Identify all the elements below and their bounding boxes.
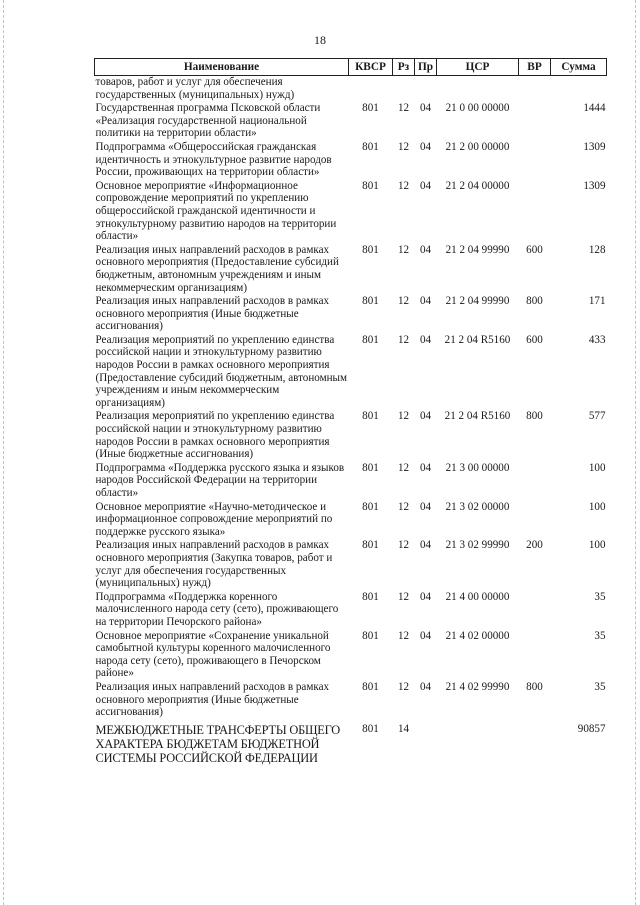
cell-vr: 600 bbox=[526, 243, 543, 256]
table-row bbox=[95, 333, 607, 410]
cell-csr bbox=[437, 76, 519, 102]
cell-name: Подпрограмма «Поддержка коренного малочисленного народа сету (сето), проживающего на территории Печорского района» bbox=[95, 590, 339, 628]
cell-csr: 21 2 04 R5160 bbox=[444, 410, 511, 423]
cell-pr: 04 bbox=[419, 179, 432, 192]
cell-csr: 21 2 04 00000 bbox=[445, 179, 510, 192]
header-csr: ЦСР bbox=[437, 59, 519, 76]
cell-rz: 14 bbox=[397, 722, 410, 735]
cell-kvsr: 801 bbox=[362, 295, 379, 308]
page-number: 18 bbox=[314, 33, 326, 47]
cell-name: Реализация мероприятий по укреплению единства российской нации и этнокультурному развитию народов России в рамках основного мероприятия (Предоставление субсидий бюджетным, автономным учреждениям и иным некоммерческим организациям) bbox=[95, 333, 348, 409]
cell-pr: 04 bbox=[419, 102, 432, 115]
cell-name: Реализация иных направлений расходов в рамках основного мероприятия (Иные бюджетные ассигнования) bbox=[95, 295, 330, 333]
table-row bbox=[95, 461, 607, 500]
cell-kvsr: 801 bbox=[362, 410, 379, 423]
cell-rz bbox=[393, 76, 415, 102]
table-row bbox=[95, 629, 607, 680]
cell-kvsr: 801 bbox=[362, 722, 379, 735]
cell-kvsr bbox=[349, 76, 393, 102]
cell-summa: 90857 bbox=[577, 722, 606, 735]
cell-pr: 04 bbox=[419, 243, 432, 256]
table-row-total bbox=[95, 719, 607, 765]
header-vr: ВР bbox=[519, 59, 551, 76]
table-row bbox=[95, 590, 607, 629]
cell-csr: 21 3 00 00000 bbox=[445, 461, 510, 474]
cell-name: Подпрограмма «Поддержка русского языка и языков народов Российской Федерации на территории области» bbox=[95, 461, 345, 499]
cell-csr: 21 2 04 R5160 bbox=[444, 333, 511, 346]
cell-summa bbox=[551, 76, 607, 102]
table-body bbox=[95, 76, 607, 765]
cell-vr: 800 bbox=[526, 295, 543, 308]
cell-kvsr: 801 bbox=[362, 680, 379, 693]
cell-summa: 35 bbox=[594, 590, 606, 603]
table-row bbox=[95, 179, 607, 243]
header-rz: Рз bbox=[393, 59, 415, 76]
table-row bbox=[95, 140, 607, 179]
cell-csr: 21 4 02 99990 bbox=[445, 680, 510, 693]
cell-vr bbox=[519, 629, 551, 680]
cell-name: Реализация иных направлений расходов в рамках основного мероприятия (Предоставление субсидий бюджетным, автономным учреждениям и иным некоммерческим организациям) bbox=[95, 243, 339, 294]
cell-summa: 35 bbox=[594, 629, 606, 642]
cell-vr bbox=[519, 500, 551, 539]
cell-summa: 100 bbox=[588, 500, 606, 513]
cell-name: Реализация иных направлений расходов в рамках основного мероприятия (Закупка товаров, работ и услуг для обеспечения государственных (муниципальных) нужд) bbox=[95, 539, 333, 590]
cell-vr bbox=[519, 101, 551, 140]
cell-summa: 35 bbox=[594, 680, 606, 693]
cell-kvsr: 801 bbox=[362, 179, 379, 192]
cell-csr: 21 4 02 00000 bbox=[445, 629, 510, 642]
cell-pr bbox=[415, 76, 437, 102]
cell-name: Подпрограмма «Общероссийская гражданская идентичность и этнокультурное развитие народов России, проживающих на территории области» bbox=[95, 140, 332, 179]
header-summa: Сумма bbox=[551, 59, 607, 76]
cell-pr: 04 bbox=[419, 333, 432, 346]
cell-vr bbox=[519, 719, 551, 765]
table-header-row bbox=[95, 59, 607, 76]
cell-rz: 12 bbox=[397, 461, 410, 474]
cell-pr: 04 bbox=[419, 410, 432, 423]
cell-pr: 04 bbox=[419, 295, 432, 308]
cell-rz: 12 bbox=[397, 410, 410, 423]
cell-rz: 12 bbox=[397, 590, 410, 603]
cell-kvsr: 801 bbox=[362, 140, 379, 153]
cell-rz: 12 bbox=[397, 500, 410, 513]
cell-csr: 21 4 00 00000 bbox=[445, 590, 510, 603]
cell-summa: 100 bbox=[588, 461, 606, 474]
table-row bbox=[95, 243, 607, 294]
cell-kvsr: 801 bbox=[362, 333, 379, 346]
cell-rz: 12 bbox=[397, 680, 410, 693]
cell-kvsr: 801 bbox=[362, 500, 379, 513]
scan-edge-left bbox=[3, 0, 5, 905]
header-name: Наименование bbox=[95, 59, 349, 76]
cell-kvsr: 801 bbox=[362, 461, 379, 474]
cell-kvsr: 801 bbox=[362, 629, 379, 642]
cell-csr: 21 2 00 00000 bbox=[445, 140, 510, 153]
table-row bbox=[95, 294, 607, 333]
cell-pr: 04 bbox=[419, 629, 432, 642]
cell-vr: 800 bbox=[526, 410, 543, 423]
cell-summa: 1309 bbox=[583, 179, 606, 192]
cell-csr: 21 2 04 99990 bbox=[445, 243, 510, 256]
cell-vr bbox=[519, 140, 551, 179]
cell-rz: 12 bbox=[397, 629, 410, 642]
cell-summa: 1444 bbox=[583, 102, 606, 115]
table-row bbox=[95, 538, 607, 589]
cell-pr: 04 bbox=[419, 539, 432, 552]
cell-summa: 433 bbox=[588, 333, 606, 346]
scan-edge-right bbox=[635, 0, 637, 905]
cell-name: Реализация иных направлений расходов в рамках основного мероприятия (Иные бюджетные ассигнования) bbox=[95, 680, 330, 719]
table-row bbox=[95, 101, 607, 140]
header-kvsr: КВСР bbox=[349, 59, 393, 76]
cell-csr: 21 2 04 99990 bbox=[445, 295, 510, 308]
cell-rz: 12 bbox=[397, 295, 410, 308]
cell-summa: 171 bbox=[588, 295, 606, 308]
cell-name: Основное мероприятие «Сохранение уникальной самобытной культуры коренного малочисленного народа сету (сето), проживающего в Печорском районе» bbox=[95, 629, 331, 680]
cell-kvsr: 801 bbox=[362, 102, 379, 115]
cell-pr: 04 bbox=[419, 500, 432, 513]
cell-rz: 12 bbox=[397, 179, 410, 192]
cell-kvsr: 801 bbox=[362, 243, 379, 256]
table-row bbox=[95, 409, 607, 460]
cell-summa: 128 bbox=[588, 243, 606, 256]
cell-pr: 04 bbox=[419, 590, 432, 603]
cell-vr: 800 bbox=[526, 680, 543, 693]
cell-rz: 12 bbox=[397, 140, 410, 153]
cell-name: Государственная программа Псковской области «Реализация государственной национальной политики на территории области» bbox=[95, 102, 321, 140]
cell-name: Основное мероприятие «Информационное сопровождение мероприятий по укреплению общероссийской гражданской идентичности и этнокультурному развитию народов на территории области» bbox=[95, 179, 337, 243]
header-pr: Пр bbox=[415, 59, 437, 76]
cell-rz: 12 bbox=[397, 243, 410, 256]
cell-pr bbox=[415, 719, 437, 765]
cell-kvsr: 801 bbox=[362, 539, 379, 552]
cell-vr: 600 bbox=[526, 333, 543, 346]
cell-pr: 04 bbox=[419, 140, 432, 153]
cell-name: товаров, работ и услуг для обеспечения государственных (муниципальных) нужд) bbox=[95, 76, 295, 101]
cell-vr bbox=[519, 76, 551, 102]
cell-kvsr: 801 bbox=[362, 590, 379, 603]
cell-csr bbox=[437, 719, 519, 765]
table-row bbox=[95, 500, 607, 539]
cell-vr bbox=[519, 179, 551, 243]
cell-summa: 1309 bbox=[583, 140, 606, 153]
cell-name: Основное мероприятие «Научно-методическое и информационное сопровождение мероприятий по поддержке русского языка» bbox=[95, 500, 333, 538]
budget-table bbox=[94, 58, 607, 765]
cell-summa: 100 bbox=[588, 539, 606, 552]
cell-rz: 12 bbox=[397, 333, 410, 346]
cell-pr: 04 bbox=[419, 680, 432, 693]
cell-summa: 577 bbox=[588, 410, 606, 423]
cell-vr bbox=[519, 590, 551, 629]
cell-name: МЕЖБЮДЖЕТНЫЕ ТРАНСФЕРТЫ ОБЩЕГО ХАРАКТЕРА БЮДЖЕТАМ БЮДЖЕТНОЙ СИСТЕМЫ РОССИЙСКОЙ ФЕДЕРАЦИИ bbox=[95, 722, 341, 765]
table-row bbox=[95, 680, 607, 719]
cell-name: Реализация мероприятий по укреплению единства российской нации и этнокультурному развитию народов России в рамках основного мероприятия (Иные бюджетные ассигнования) bbox=[95, 410, 335, 461]
cell-rz: 12 bbox=[397, 539, 410, 552]
cell-csr: 21 0 00 00000 bbox=[445, 102, 510, 115]
cell-vr: 200 bbox=[526, 539, 543, 552]
cell-csr: 21 3 02 00000 bbox=[445, 500, 510, 513]
cell-csr: 21 3 02 99990 bbox=[445, 539, 510, 552]
cell-pr: 04 bbox=[419, 461, 432, 474]
cell-vr bbox=[519, 461, 551, 500]
cell-rz: 12 bbox=[397, 102, 410, 115]
table-row bbox=[95, 76, 607, 102]
